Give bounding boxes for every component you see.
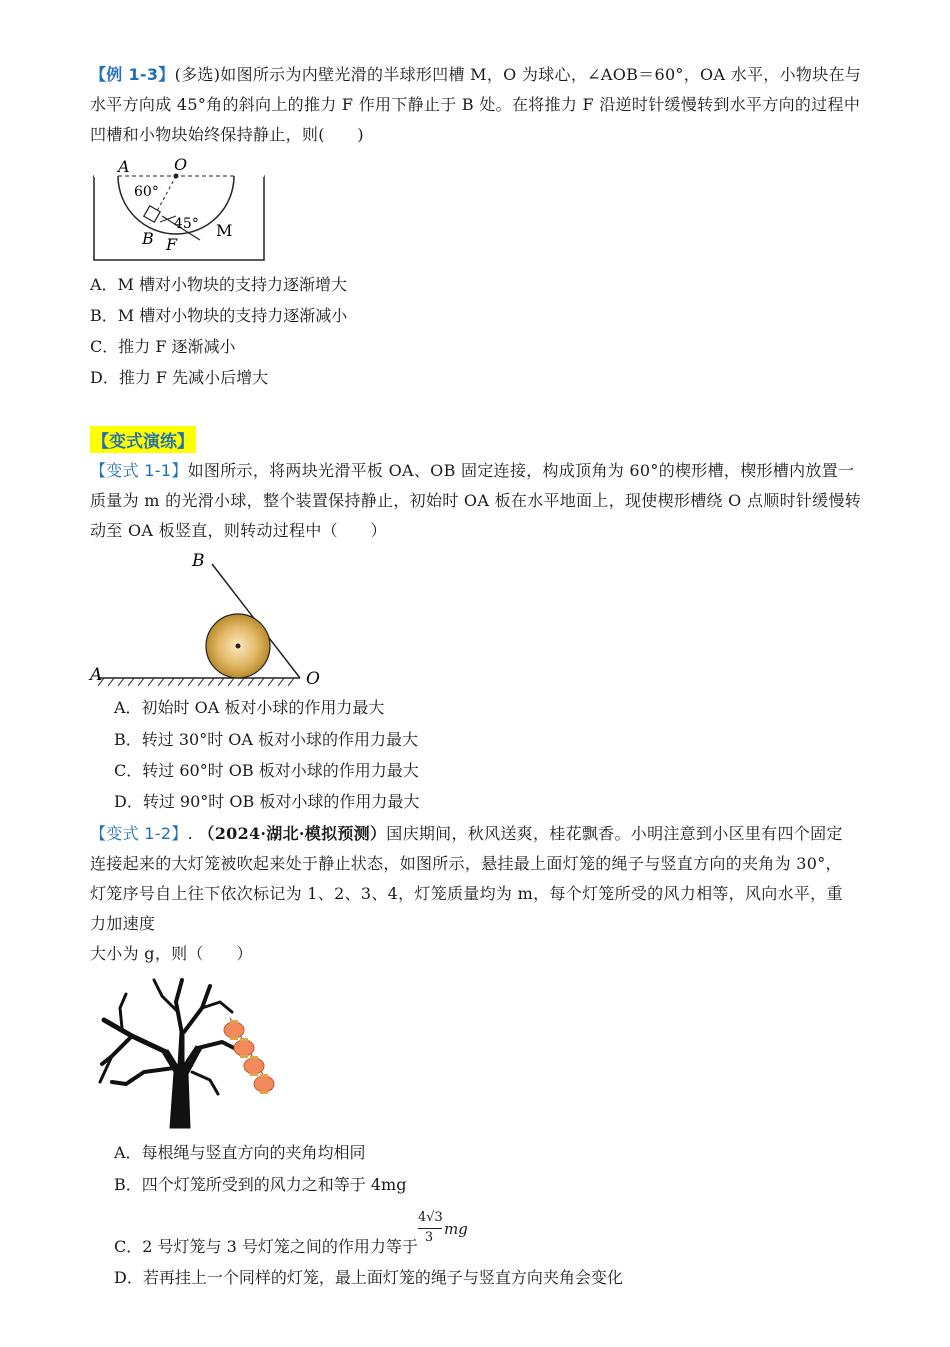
fraction-bar [418, 1228, 442, 1229]
tree-lanterns-figure [92, 972, 282, 1132]
option-c: C．2 号灯笼与 3 号灯笼之间的作用力等于 [114, 1237, 418, 1256]
lantern-3 [244, 1056, 264, 1076]
label-b: B [142, 229, 154, 248]
label-o: O [306, 669, 320, 689]
label-b: B [192, 551, 205, 571]
option-c: C．转过 60°时 OB 板对小球的作用力最大 [114, 761, 419, 780]
label-60-deg: 60° [134, 184, 159, 200]
option-c: C．推力 F 逐渐减小 [90, 337, 236, 356]
question-text-line3: 动至 OA 板竖直，则转动过程中（ ） [90, 521, 387, 540]
fraction-suffix: mg [444, 1220, 468, 1238]
variant-1-1-question [90, 456, 865, 546]
example-tag: 【例 1-3】 [90, 65, 175, 84]
option-b: B．M 槽对小物块的支持力逐渐减小 [90, 306, 348, 325]
question-text-line1: 国庆期间，秋风送爽，桂花飘香。小明注意到小区里有四个固定 [386, 824, 843, 843]
fraction-denominator: 3 [424, 1230, 434, 1245]
tree-silhouette [100, 980, 234, 1128]
option-d: D．若再挂上一个同样的灯笼，最上面灯笼的绳子与竖直方向夹角会变化 [114, 1268, 623, 1287]
ball-center [236, 644, 241, 649]
lantern-2 [234, 1038, 254, 1058]
question-text-line4: 力加速度 [90, 914, 156, 933]
section-title: 【变式演练】 [90, 426, 196, 453]
fraction-numerator: 4√3 [418, 1210, 443, 1225]
label-a: A [118, 157, 130, 176]
label-f: F [166, 235, 178, 254]
option-d: D．转过 90°时 OB 板对小球的作用力最大 [114, 792, 420, 811]
small-block [144, 206, 160, 222]
option-b: B．四个灯笼所受到的风力之和等于 4mg [114, 1175, 407, 1194]
source-label: （2024·湖北·模拟预测） [198, 824, 387, 843]
question-text-line3: 凹槽和小物块始终保持静止，则( ) [90, 125, 364, 144]
question-text-line2: 水平方向成 45°角的斜向上的推力 F 作用下静止于 B 处。在将推力 F 沿逆时针缓慢转到水平方向的过程中 [90, 95, 861, 114]
variant-1-2-question [90, 819, 865, 969]
option-a: A．每根绳与竖直方向的夹角均相同 [114, 1143, 366, 1162]
question-text-line3: 灯笼序号自上往下依次标记为 1、2、3、4，灯笼质量均为 m，每个灯笼所受的风力相等，风向水平，重 [90, 884, 843, 903]
ground-hatching [98, 678, 294, 686]
option-a: A．M 槽对小物块的支持力逐渐增大 [90, 275, 348, 294]
label-45-deg: 45° [174, 216, 199, 232]
hemisphere-groove-figure [90, 152, 270, 262]
option-d: D．推力 F 先减小后增大 [90, 368, 269, 387]
variant-tag: 【变式 1-2】 [90, 824, 188, 843]
label-o: O [174, 155, 188, 174]
option-a: A．初始时 OA 板对小球的作用力最大 [114, 698, 385, 717]
question-text-line5: 大小为 g，则（ ） [90, 944, 253, 963]
lantern-4 [254, 1074, 274, 1094]
tag-dot: . [187, 824, 194, 843]
question-text-line1: (多选)如图所示为内壁光滑的半球形凹槽 M，O 为球心，∠AOB＝60°，OA 水平，小物块在与 [174, 65, 862, 84]
option-b: B．转过 30°时 OA 板对小球的作用力最大 [114, 730, 419, 749]
center-point-o [174, 174, 179, 179]
wedge-ball-figure [88, 548, 328, 690]
question-text-line1: 如图所示，将两块光滑平板 OA、OB 固定连接，构成顶角为 60°的楔形槽，楔形槽内放置一 [187, 461, 855, 480]
label-m: M [216, 221, 233, 240]
label-a: A [90, 665, 103, 685]
question-text-line2: 质量为 m 的光滑小球，整个装置保持静止，初始时 OA 板在水平地面上，现使楔形槽绕 O 点顺时针缓慢转 [90, 491, 862, 510]
variant-tag: 【变式 1-1】 [90, 461, 188, 480]
question-text-line2: 连接起来的大灯笼被吹起来处于静止状态，如图所示，悬挂最上面灯笼的绳子与竖直方向的夹角为 30°， [90, 854, 842, 873]
example-1-3-question [90, 60, 865, 150]
